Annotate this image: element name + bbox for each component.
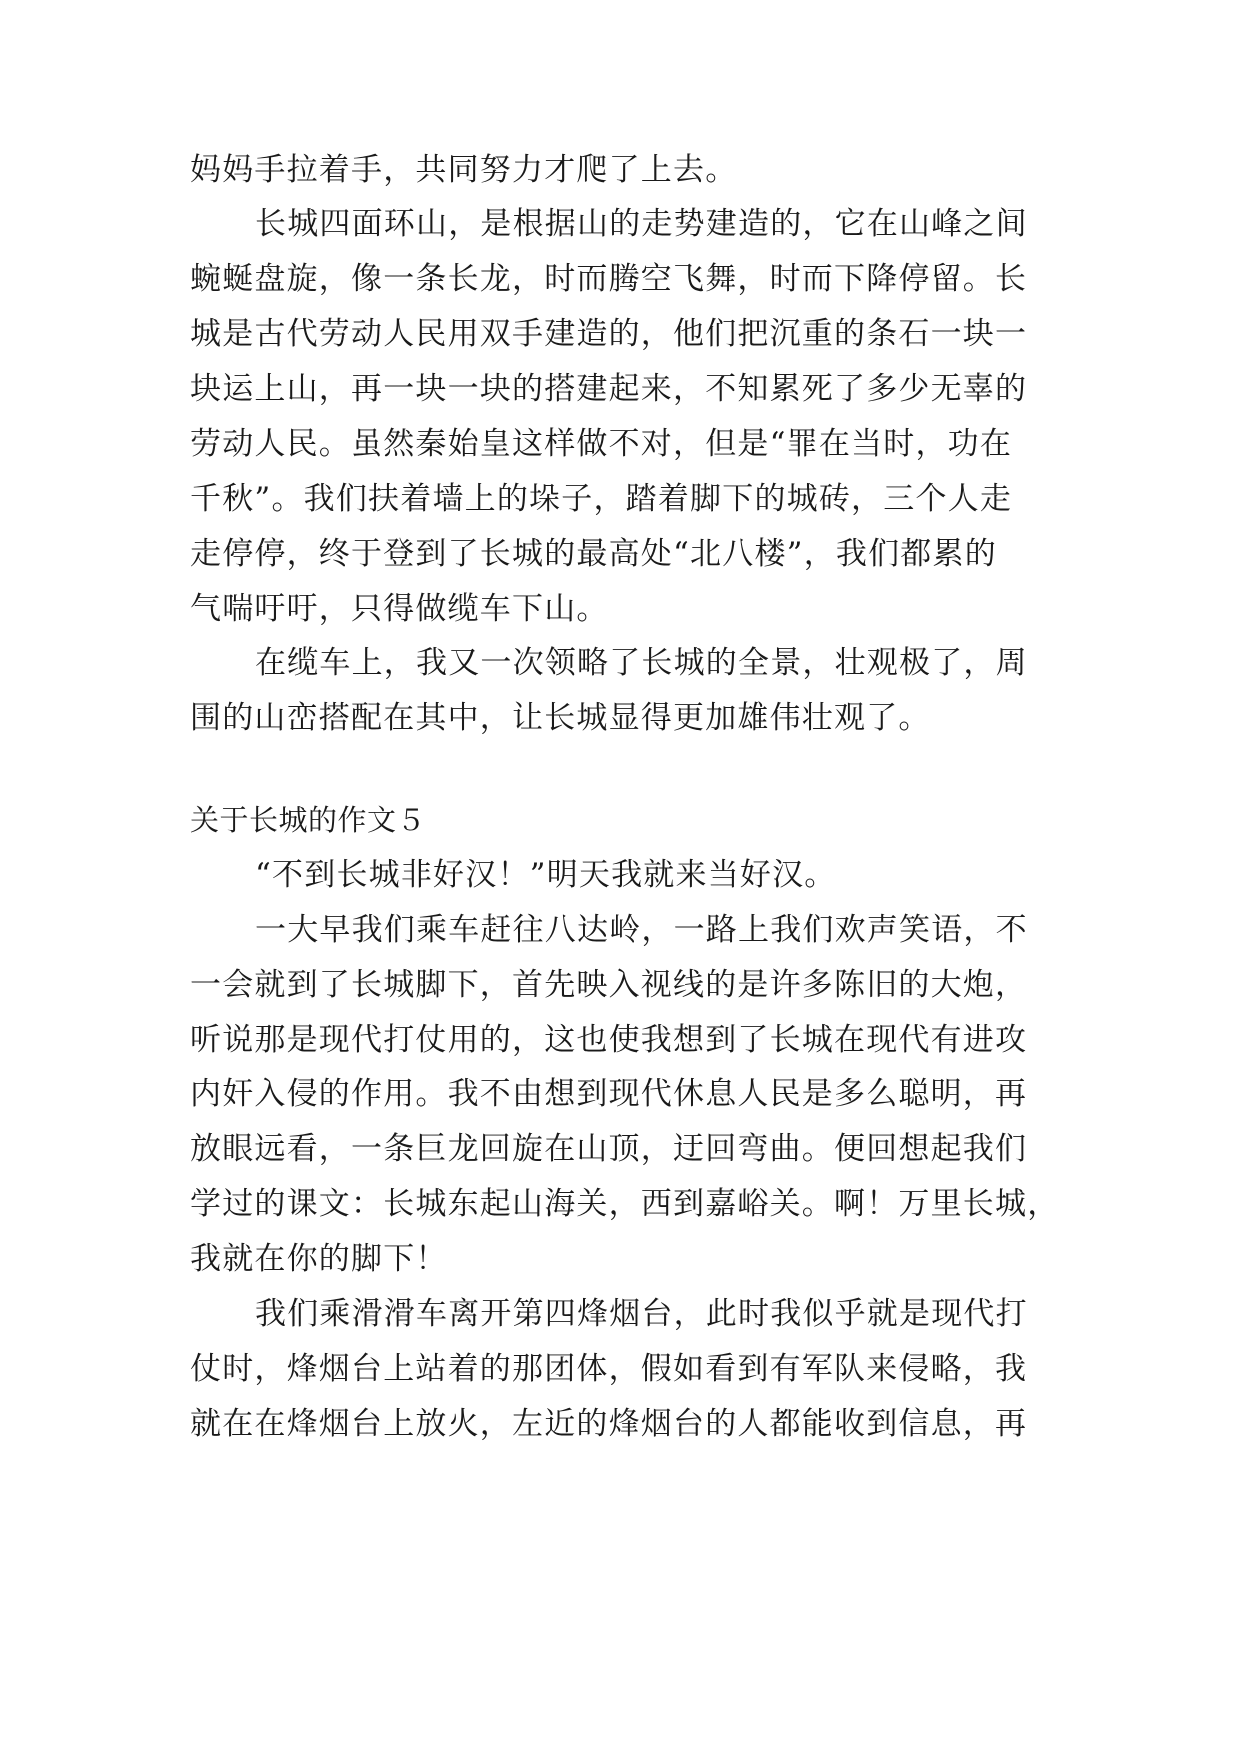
paragraph-line: “不到长城非好汉！”明天我就来当好汉。 [255,857,837,893]
paragraph-line: 就在在烽烟台上放火，左近的烽烟台的人都能收到信息，再 [190,1406,1028,1442]
paragraph-line: 听说那是现代打仗用的，这也使我想到了长城在现代有进攻 [190,1022,1028,1058]
paragraph-line: 我就在你的脚下！ [190,1241,448,1277]
paragraph-line: 气喘吁吁，只得做缆车下山。 [190,591,609,627]
paragraph-line: 千秋”。我们扶着墙上的垛子，踏着脚下的城砖，三个人走 [190,481,1013,517]
paragraph-line: 城是古代劳动人民用双手建造的，他们把沉重的条石一块一 [190,316,1028,352]
paragraph-line: 劳动人民。虽然秦始皇这样做不对，但是“罪在当时，功在 [190,426,1013,462]
paragraph-line: 块运上山，再一块一块的搭建起来，不知累死了多少无辜的 [190,371,1028,407]
paragraph-line: 学过的课文：长城东起山海关，西到嘉峪关。啊！万里长城， [190,1186,1060,1222]
section-heading: 关于长城的作文５ [190,803,427,837]
paragraph-line: 一会就到了长城脚下，首先映入视线的是许多陈旧的大炮， [190,967,1028,1003]
paragraph-line: 一大早我们乘车赶往八达岭，一路上我们欢声笑语，不 [255,912,1028,948]
paragraph-line: 走停停，终于登到了长城的最高处“北八楼”，我们都累的 [190,536,997,572]
paragraph-line: 围的山峦搭配在其中，让长城显得更加雄伟壮观了。 [190,700,931,736]
paragraph-line: 长城四面环山，是根据山的走势建造的，它在山峰之间 [255,206,1028,242]
paragraph-line: 妈妈手拉着手，共同努力才爬了上去。 [190,152,738,188]
paragraph-line: 内奸入侵的作用。我不由想到现代休息人民是多么聪明，再 [190,1076,1028,1112]
paragraph-line: 蜿蜒盘旋，像一条长龙，时而腾空飞舞，时而下降停留。长 [190,261,1028,297]
paragraph-line: 放眼远看，一条巨龙回旋在山顶，迂回弯曲。便回想起我们 [190,1131,1028,1167]
paragraph-line: 我们乘滑滑车离开第四烽烟台，此时我似乎就是现代打 [255,1296,1028,1332]
paragraph-line: 仗时，烽烟台上站着的那团体，假如看到有军队来侵略，我 [190,1351,1028,1387]
paragraph-line: 在缆车上，我又一次领略了长城的全景，壮观极了，周 [255,645,1028,681]
